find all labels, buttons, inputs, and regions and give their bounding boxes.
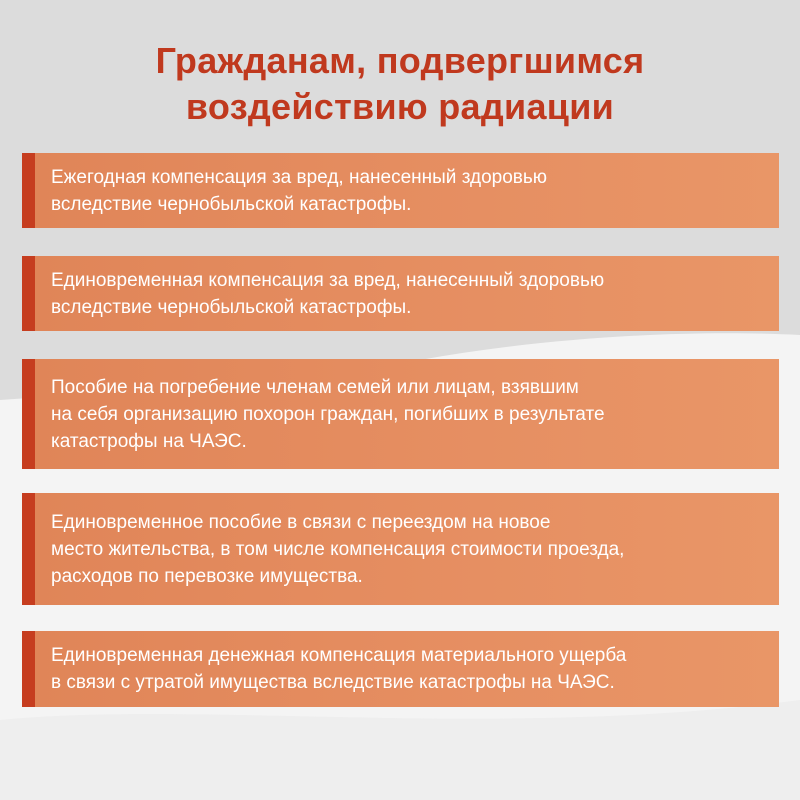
benefit-card-1 [22, 153, 779, 228]
benefit-text-4: Единовременное пособие в связи с переездом на новое место жительства, в том числе компенсация стоимости проезда, расходов по перевозке имущества. [51, 511, 625, 587]
benefit-card-3 [22, 359, 779, 469]
benefit-card-5 [22, 631, 779, 707]
benefit-text-2: Единовременная компенсация за вред, нанесенный здоровью вследствие чернобыльской катастрофы. [51, 269, 605, 318]
page-title-text: Гражданам, подвергшимся воздействию радиации [155, 40, 645, 127]
benefit-text-1: Ежегодная компенсация за вред, нанесенный здоровью вследствие чернобыльской катастрофы. [51, 166, 548, 215]
benefit-text-5: Единовременная денежная компенсация материального ущерба в связи с утратой имущества вследствие катастрофы на ЧАЭС. [51, 645, 627, 693]
page-title [0, 38, 800, 130]
benefit-text-3: Пособие на погребение членам семей или лицам, взявшим на себя организацию похорон граждан, погибших в результате катастрофы на ЧАЭС. [51, 376, 605, 452]
benefit-card-4 [22, 493, 779, 605]
benefit-card-2 [22, 256, 779, 331]
